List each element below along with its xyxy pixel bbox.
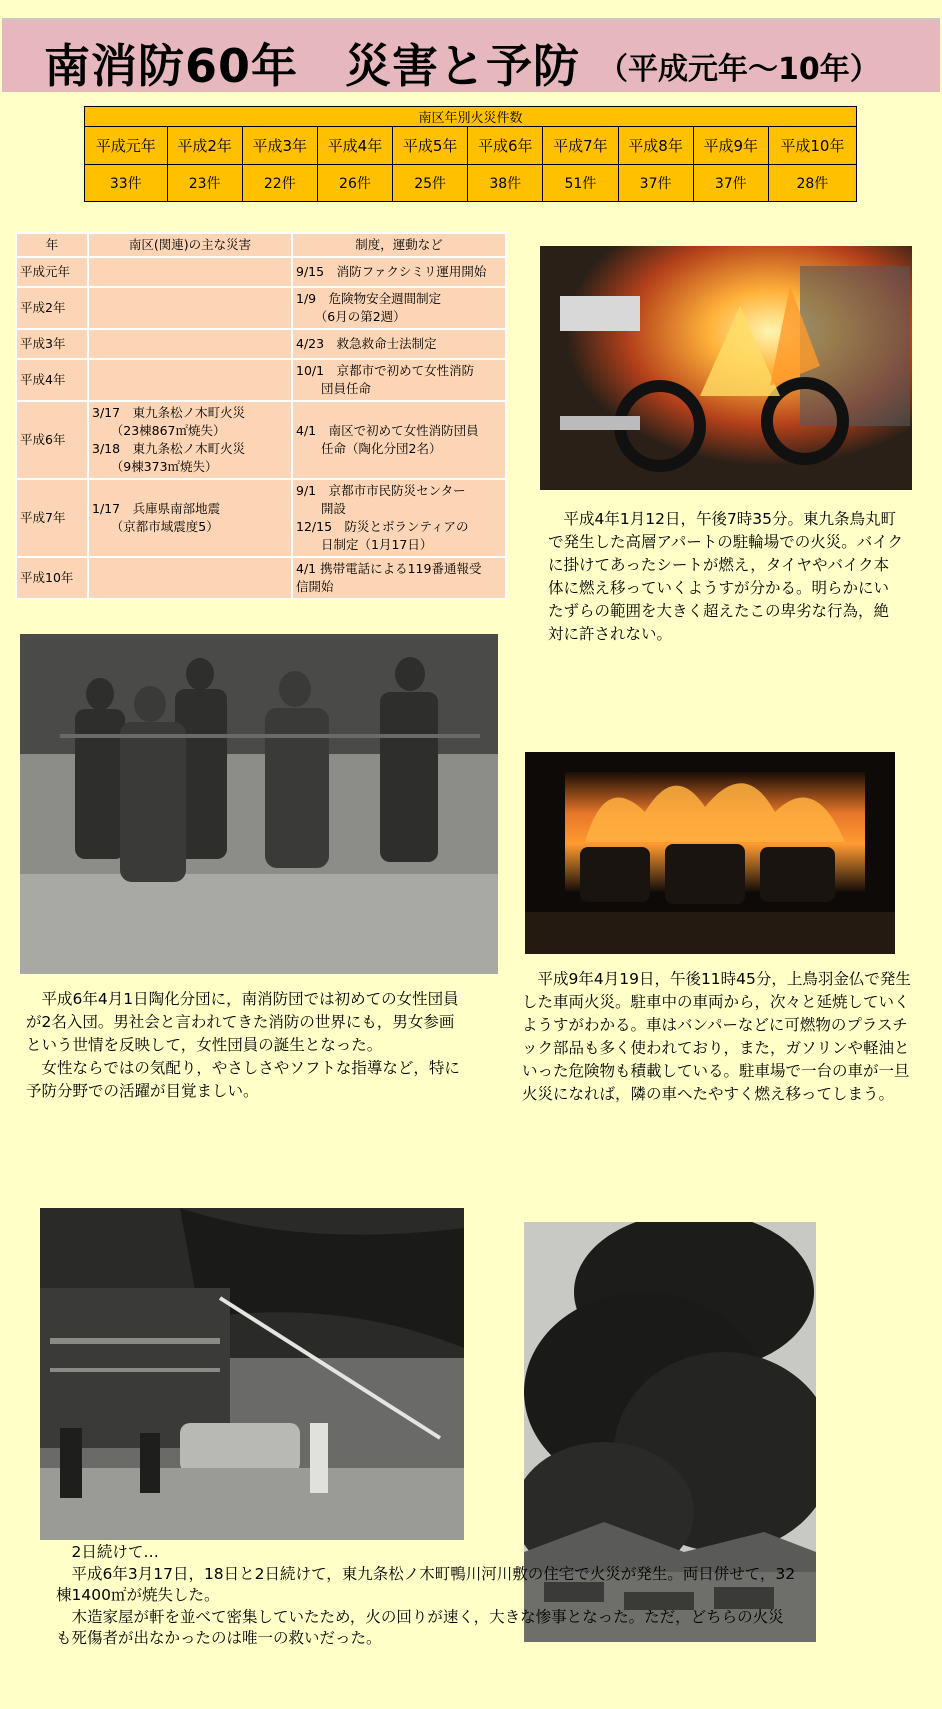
year-cell: 平成8年 bbox=[618, 127, 693, 165]
count-cell: 38件 bbox=[468, 165, 543, 202]
events-system: 9/15 消防ファクシミリ運用開始 bbox=[292, 257, 506, 287]
bike-fire-photo bbox=[540, 246, 912, 490]
count-cell: 22件 bbox=[242, 165, 317, 202]
fire-count-table bbox=[84, 106, 857, 202]
count-cell: 51件 bbox=[543, 165, 618, 202]
count-cell: 37件 bbox=[618, 165, 693, 202]
events-disaster bbox=[88, 287, 292, 329]
events-disaster bbox=[88, 557, 292, 599]
count-cell: 28件 bbox=[768, 165, 856, 202]
year-cell: 平成9年 bbox=[693, 127, 768, 165]
events-system: 1/9 危険物安全週間制定 （6月の第2週） bbox=[292, 287, 506, 329]
year-cell: 平成10年 bbox=[768, 127, 856, 165]
count-cell: 33件 bbox=[85, 165, 168, 202]
year-cell: 平成2年 bbox=[167, 127, 242, 165]
vehicle-fire-photo bbox=[525, 752, 895, 954]
bike-fire-caption: 平成4年1月12日，午後7時35分。東九条鳥丸町で発生した高層アパートの駐輪場での火災。バイクに掛けてあったシートが燃え，タイヤやバイク本体に燃え移っていくようすが分かる。明らかにいたずらの範囲を大きく超えたこの卑劣な行為，絶対に許されない。 bbox=[548, 510, 903, 643]
events-year: 平成6年 bbox=[16, 401, 88, 479]
count-cell: 23件 bbox=[167, 165, 242, 202]
page-subtitle: （平成元年～10年） bbox=[598, 52, 880, 87]
year-cell: 平成3年 bbox=[242, 127, 317, 165]
events-system: 4/1 携帯電話による119番通報受 信開始 bbox=[292, 557, 506, 599]
events-year: 平成10年 bbox=[16, 557, 88, 599]
events-disaster: 3/17 東九条松ノ木町火災 （23棟867㎡焼失） 3/18 東九条松ノ木町火災 （9棟373㎡焼失） bbox=[88, 401, 292, 479]
events-system: 4/23 救急救命士法制定 bbox=[292, 329, 506, 359]
women-members-caption: 平成6年4月1日陶化分団に，南消防団では初めての女性団員が2名入団。男社会と言われてきた消防の世界にも，男女参画という世情を反映して，女性団員の誕生となった。 女性ならではの気配り，やさしさやソフトな指導など，特に予防分野での活躍が目覚ましい。 bbox=[26, 990, 460, 1100]
vehicle-fire-caption: 平成9年4月19日，午後11時45分，上鳥羽金仏で発生した車両火災。駐車中の車両から，次々と延焼していくようすがわかる。車はバンパーなどに可燃物のプラスチック部品も多く使われており，また，ガソリンや軽油といった危険物も積載している。駐車場で一台の車が一旦火災になれば，隣の車へたやすく燃え移ってしまう。 bbox=[522, 970, 911, 1103]
events-disaster bbox=[88, 329, 292, 359]
page-title: 南消防60年 災害と予防 bbox=[44, 39, 581, 93]
events-year: 平成元年 bbox=[16, 257, 88, 287]
events-disaster bbox=[88, 359, 292, 401]
events-year: 平成2年 bbox=[16, 287, 88, 329]
events-table bbox=[15, 232, 507, 600]
fire-count-caption: 南区年別火災件数 bbox=[85, 107, 857, 127]
events-disaster bbox=[88, 257, 292, 287]
events-disaster: 1/17 兵庫県南部地震 （京都市域震度5） bbox=[88, 479, 292, 557]
events-header-year: 年 bbox=[16, 233, 88, 257]
count-cell: 25件 bbox=[393, 165, 468, 202]
events-header-system: 制度，運動など bbox=[292, 233, 506, 257]
year-cell: 平成4年 bbox=[317, 127, 392, 165]
events-system: 9/1 京都市市民防災センター 開設 12/15 防災とボランティアの 日制定（1月17日） bbox=[292, 479, 506, 557]
events-system: 10/1 京都市で初めて女性消防 団員任命 bbox=[292, 359, 506, 401]
year-cell: 平成5年 bbox=[393, 127, 468, 165]
events-header-disaster: 南区(関連)の主な災害 bbox=[88, 233, 292, 257]
house-fire-photo bbox=[40, 1208, 464, 1540]
events-year: 平成7年 bbox=[16, 479, 88, 557]
count-cell: 26件 bbox=[317, 165, 392, 202]
women-members-photo bbox=[20, 634, 498, 974]
year-cell: 平成元年 bbox=[85, 127, 168, 165]
house-fire-caption: 2日続けて… 平成6年3月17日，18日と2日続けて，東九条松ノ木町鴨川河川敷の住宅で火災が発生。両日併せて，32棟1400㎡が焼失した。 木造家屋が軒を並べて密集していたため，火の回りが速く，大きな惨事となった。ただ，どちらの火災も死傷者が出なかったのは唯一の救いだった。 bbox=[56, 1543, 796, 1647]
events-system: 4/1 南区で初めて女性消防団員 任命（陶化分団2名） bbox=[292, 401, 506, 479]
year-cell: 平成7年 bbox=[543, 127, 618, 165]
events-year: 平成4年 bbox=[16, 359, 88, 401]
year-cell: 平成6年 bbox=[468, 127, 543, 165]
events-year: 平成3年 bbox=[16, 329, 88, 359]
count-cell: 37件 bbox=[693, 165, 768, 202]
